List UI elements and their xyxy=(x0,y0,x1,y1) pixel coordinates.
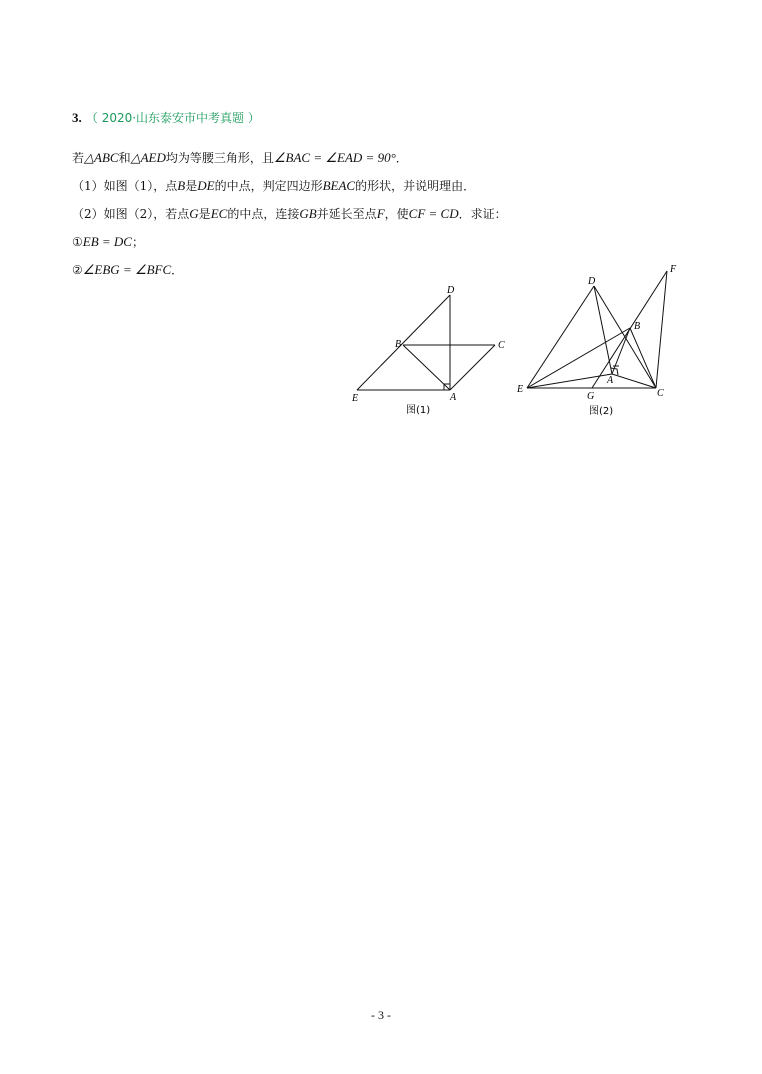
part2-text-3: 的中点，连接 xyxy=(227,207,300,221)
label-f: F xyxy=(670,264,677,275)
label-c: C xyxy=(657,388,664,399)
question-source: （ 2020·山东泰安市中考真题 ） xyxy=(85,111,260,125)
label-d: D xyxy=(588,276,596,287)
part2-text-2: 是 xyxy=(198,207,211,221)
question-part-2 xyxy=(72,205,507,222)
segment-ac xyxy=(612,374,656,388)
label-e: E xyxy=(352,393,359,404)
segment-eb xyxy=(527,328,630,388)
segment-bc xyxy=(630,328,656,388)
label-d: D xyxy=(447,285,455,296)
proof-item-1 xyxy=(72,233,144,250)
part1-text-4: 的形状，并说明理由． xyxy=(355,179,476,193)
part2-text-4: 并延长至点 xyxy=(316,207,377,221)
proof1-math: EB = DC xyxy=(82,234,132,249)
part1-math-3: BEAC xyxy=(322,178,356,193)
figure-2-caption: 图(2) xyxy=(589,406,614,417)
part2-text-5: ，使 xyxy=(384,207,409,221)
figure-1-diagram xyxy=(340,280,520,425)
intro-math-3: ∠BAC = ∠EAD = 90° xyxy=(273,150,396,165)
figure-1 xyxy=(340,280,520,429)
intro-text-1: 若 xyxy=(72,151,85,165)
label-g: G xyxy=(587,391,595,402)
question-header xyxy=(72,109,260,126)
intro-math-1: △ABC xyxy=(84,150,119,165)
label-c: C xyxy=(498,340,505,351)
segment-ed xyxy=(357,295,450,390)
part2-math-5: CF = CD xyxy=(408,206,459,221)
segment-ab xyxy=(612,328,630,374)
part1-text-3: 的中点，判定四边形 xyxy=(214,179,323,193)
label-a: A xyxy=(450,392,457,403)
question-part-1 xyxy=(72,177,475,194)
proof2-math: ∠EBG = ∠BFC xyxy=(82,262,172,277)
intro-math-2: △AED xyxy=(130,150,166,165)
proof2-punct: ． xyxy=(171,263,184,277)
intro-text-2: 和 xyxy=(118,151,131,165)
page-number: - 3 - xyxy=(371,1008,391,1022)
part2-math-1: G xyxy=(189,206,199,221)
question-number: 3. xyxy=(72,110,82,125)
label-b: B xyxy=(395,339,402,350)
proof-item-2 xyxy=(72,261,183,278)
question-intro xyxy=(72,149,408,166)
proof2-marker: ② xyxy=(72,263,83,277)
segment-ca xyxy=(450,345,495,390)
segment-ed xyxy=(527,286,594,388)
label-e: E xyxy=(517,384,524,395)
part1-math-1: B xyxy=(177,178,186,193)
figure-2-diagram xyxy=(510,258,690,423)
part1-math-2: DE xyxy=(197,178,215,193)
figure-1-caption: 图(1) xyxy=(406,405,431,416)
part2-text-6: ．求证： xyxy=(458,207,507,221)
part2-math-4: F xyxy=(376,206,385,221)
intro-text-3: 均为等腰三角形，且 xyxy=(165,151,274,165)
label-b: B xyxy=(634,321,641,332)
part2-text-1: （2）如图（2），若点 xyxy=(72,207,190,221)
part1-text-1: （1）如图（1），点 xyxy=(72,179,178,193)
intro-text-4: ． xyxy=(395,151,408,165)
label-a: A xyxy=(607,375,614,386)
proof1-punct: ； xyxy=(131,235,144,249)
part2-math-2: EC xyxy=(210,206,228,221)
figure-2 xyxy=(510,258,690,427)
part1-text-2: 是 xyxy=(185,179,198,193)
part2-math-3: GB xyxy=(299,206,317,221)
segment-fc xyxy=(656,271,667,388)
proof1-marker: ① xyxy=(72,235,83,249)
segment-ba xyxy=(403,345,450,390)
